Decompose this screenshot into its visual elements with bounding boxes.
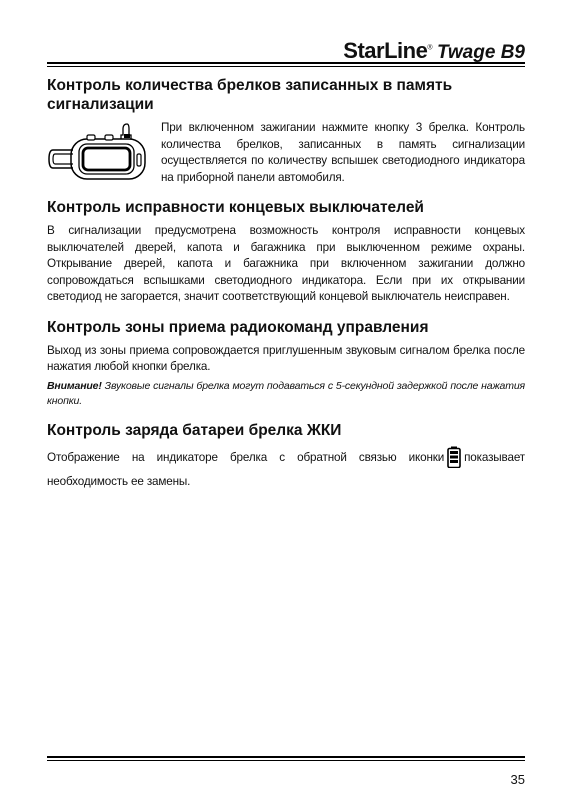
section-text: Выход из зоны приема сопровождается приглушенным звуковым сигналом брелка после нажатия любой кнопки брелка.: [47, 343, 525, 373]
page-content: [47, 76, 525, 506]
section-text: При включенном зажигании нажмите кнопку 3 брелка. Контроль количества брелков, записанных в память сигнализации осуществляется по количеству вспышек светодиодного индикатора на приборной панели автомобиля.: [161, 121, 525, 184]
warning-label: Внимание!: [47, 379, 102, 392]
model-name: Twage B9: [437, 42, 525, 63]
section-switch-check: [47, 198, 525, 306]
section-title: Контроль исправности концевых выключателей: [47, 199, 424, 216]
page-number: 35: [510, 772, 525, 787]
brand-logo: StarLine®: [343, 38, 432, 63]
key-fob-icon: [47, 120, 151, 184]
section-radio-range: [47, 318, 525, 409]
section-text: [47, 446, 525, 494]
battery-text-after: показывает необходимость ее замены.: [47, 450, 525, 488]
section-fob-count: [47, 76, 525, 186]
footer-rule: [47, 756, 525, 761]
battery-text-before: Отображение на индикаторе брелка с обратной связью иконки: [47, 450, 445, 464]
section-text: В сигнализации предусмотрена возможность контроля исправности концевых выключателей дверей, капота и багажника при выключенном режиме охраны. Открывание дверей, капота и багажника при включенном зажигании должно сопровождаться вспышками светодиодного индикатора. Если при их открывании светодиод не загорается, значит соответствующий концевой выключатель неисправен.: [47, 224, 525, 303]
section-battery: [47, 421, 525, 494]
brand-header: [343, 38, 525, 64]
section-title: Контроль заряда батареи брелка ЖКИ: [47, 421, 342, 439]
section-title: Контроль количества брелков записанных в память сигнализации: [47, 77, 453, 113]
warning-text: Звуковые сигналы брелка могут подаваться с 5-секундной задержкой после нажатия кнопки.: [47, 379, 525, 407]
section-title: Контроль зоны приема радиокоманд управления: [47, 318, 429, 336]
header-rule: [47, 62, 525, 67]
warning-note: [47, 379, 525, 409]
battery-icon: [447, 446, 461, 468]
